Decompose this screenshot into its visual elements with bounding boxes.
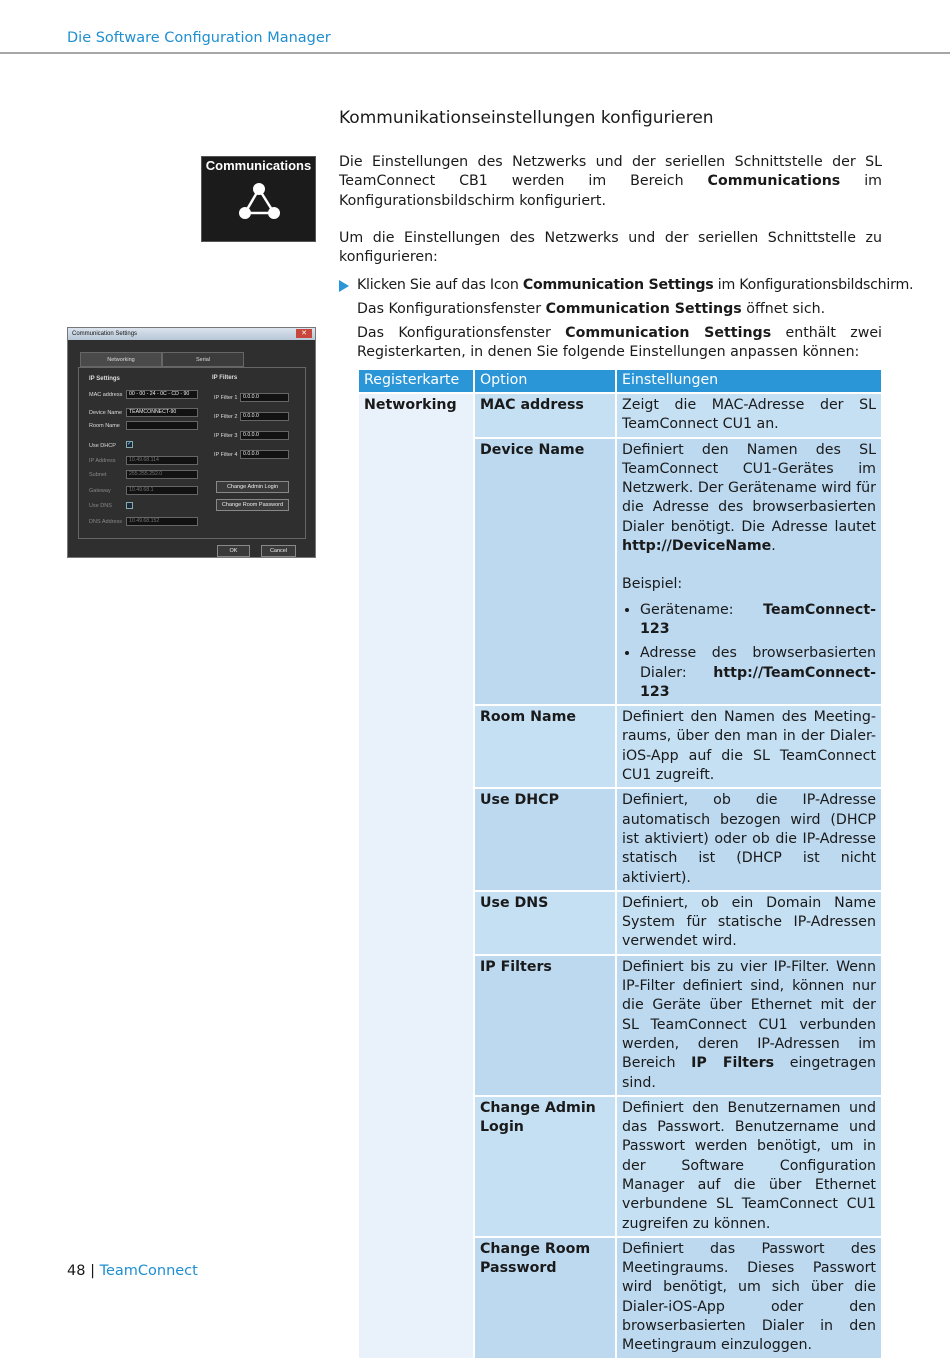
- register-name: Networking: [364, 397, 457, 413]
- example-list: [622, 601, 876, 702]
- intro-text: im Konfigurationsbildschirm konfiguriert.: [339, 173, 882, 209]
- gateway-label: Gateway: [89, 488, 111, 494]
- description-cell: Definiert, ob die IP-Adresse automatisch bezogen wird (DHCP ist aktiviert) oder ob die IP-Adresse statisch ist (DHCP ist nicht aktiviert).: [617, 789, 881, 889]
- ip-filter-label: IP Filter 4: [214, 452, 238, 458]
- intro-paragraph-1: [339, 153, 882, 211]
- running-header: Die Software Configuration Manager: [67, 30, 331, 46]
- dns-address-label: DNS Address: [89, 519, 123, 525]
- example-text: Gerätename:: [640, 601, 764, 618]
- description-emphasis: IP Filters: [691, 1055, 775, 1072]
- step-3: [357, 324, 882, 363]
- communications-icon-label: Communications: [205, 158, 312, 173]
- subnet-label: Subnet: [89, 472, 107, 478]
- use-dhcp-checkbox[interactable]: ✓: [127, 441, 133, 447]
- example-emphasis: TeamConnect-123: [640, 601, 876, 637]
- step-emphasis: Communication Settings: [545, 301, 742, 317]
- ip-filter-label: IP Filter 3: [214, 433, 238, 439]
- intro-emphasis: Communications: [707, 173, 841, 190]
- description-emphasis: http://DeviceName: [622, 538, 772, 555]
- example-label: Beispiel:: [622, 576, 683, 593]
- description-cell: Definiert das Passwort des Meetingraums. Dieses Passwort wird benötigt, um sich über die Dialer-iOS-App oder den browserbasierten Dialer in den Meetingraum einzuloggen.: [617, 1238, 881, 1358]
- use-dhcp-label: Use DHCP: [89, 443, 116, 449]
- option-name: Device Name: [480, 441, 585, 458]
- option-name: Use DNS: [480, 894, 549, 911]
- option-name: Change Admin Login: [480, 1099, 596, 1136]
- option-cell: [475, 956, 615, 1095]
- step-2: [357, 300, 882, 319]
- ip-filter-label: IP Filter 1: [214, 395, 238, 401]
- mac-field: 00 - 00 - 24 - 0C - CD - 90: [126, 390, 198, 399]
- ip-settings-heading: IP Settings: [89, 376, 120, 382]
- example-text: Adresse des browserbasierten Dialer:: [640, 645, 876, 681]
- communication-settings-dialog: [67, 327, 316, 558]
- cancel-button[interactable]: Cancel: [261, 545, 296, 557]
- ip-filter-field[interactable]: 0.0.0.0: [240, 450, 289, 459]
- option-cell: [475, 789, 615, 889]
- ok-button[interactable]: OK: [217, 545, 250, 557]
- change-admin-login-button[interactable]: Change Admin Login: [216, 481, 289, 493]
- description-cell: [617, 956, 881, 1095]
- option-name: IP Filters: [480, 958, 552, 975]
- header-rule: [0, 52, 950, 54]
- room-name-label: Room Name: [89, 423, 120, 429]
- close-icon[interactable]: ✕: [296, 329, 312, 338]
- description-cell: Definiert den Namen des Meetingraums, über den man in der Dialer-iOS-App auf die SL TeamConnect CU1 zugreift.: [617, 706, 881, 787]
- room-name-field[interactable]: [126, 421, 198, 430]
- subnet-field[interactable]: 255.255.252.0: [126, 470, 198, 479]
- option-cell: [475, 1097, 615, 1236]
- step-1: [357, 276, 914, 295]
- column-header: Option: [475, 370, 615, 392]
- dialog-title: Communication Settings: [68, 328, 315, 340]
- step-text: öffnet sich.: [741, 301, 826, 317]
- change-room-password-button[interactable]: Change Room Password: [216, 499, 289, 511]
- description-cell: [617, 439, 881, 705]
- description-text: eingetragen sind.: [622, 1055, 876, 1091]
- description-cell: Definiert den Benutzernamen und das Passwort. Benutzername und Passwort werden benötigt, um in der Software Configuration Manager auf die über Ethernet verbundene SL TeamConnect CU1 zugreifen zu können.: [617, 1097, 881, 1236]
- option-name: Change Room Password: [480, 1240, 591, 1277]
- register-cell: [359, 394, 473, 1358]
- device-name-label: Device Name: [89, 410, 123, 416]
- tab-networking[interactable]: Networking: [80, 352, 162, 367]
- device-name-field[interactable]: TEAMCONNECT-90: [126, 408, 198, 417]
- option-name: MAC address: [480, 397, 584, 413]
- ip-address-label: IP Address: [89, 458, 116, 464]
- ip-filter-field[interactable]: 0.0.0.0: [240, 393, 289, 402]
- option-cell: [475, 706, 615, 787]
- option-name: Room Name: [480, 709, 576, 726]
- section-title: Kommunikationseinstellungen konfigurieren: [339, 108, 714, 128]
- option-cell: [475, 394, 615, 437]
- step-emphasis: Communication Settings: [565, 325, 772, 341]
- option-name: Use DHCP: [480, 792, 559, 809]
- mac-label: MAC address: [89, 392, 123, 398]
- gateway-field[interactable]: 10.49.68.1: [126, 486, 198, 495]
- use-dns-label: Use DNS: [89, 503, 112, 509]
- settings-table: [357, 368, 883, 1360]
- dns-address-field[interactable]: 10.49.68.152: [126, 517, 198, 526]
- network-triangle-icon: [202, 157, 317, 243]
- communications-icon-image: [201, 156, 316, 242]
- bullet-arrow-icon: [339, 280, 349, 292]
- page-number: 48: [67, 1263, 86, 1279]
- step-emphasis: Communication Settings: [522, 277, 714, 293]
- description-text: Definiert den Namen des SL TeamConnect CU1-Gerätes im Netzwerk. Der Gerätename wird für die Adresse des browserbasierten Dialer benötigt. Die Adresse lautet: [622, 441, 876, 535]
- ip-filter-label: IP Filter 2: [214, 414, 238, 420]
- option-cell: [475, 1238, 615, 1358]
- list-item: [640, 601, 876, 640]
- list-item: [640, 644, 876, 702]
- intro-text: Die Einstellungen des Netzwerks und der seriellen Schnittstelle der SL TeamConnect CB1 werden im Bereich: [339, 154, 882, 190]
- use-dns-checkbox[interactable]: [126, 502, 133, 509]
- networking-panel: [78, 367, 306, 539]
- footer-brand: TeamConnect: [99, 1263, 198, 1279]
- step-text: Klicken Sie auf das Icon: [357, 277, 523, 293]
- tab-serial[interactable]: Serial: [162, 352, 244, 367]
- step-text: Das Konfigurationsfenster: [357, 325, 566, 341]
- example-emphasis: http://TeamConnect-123: [640, 664, 876, 700]
- description-cell: Zeigt die MAC-Adresse der SL TeamConnect CU1 an.: [617, 394, 881, 437]
- description-text: .: [771, 538, 776, 555]
- option-cell: [475, 439, 615, 705]
- ip-address-field[interactable]: 10.49.68.114: [126, 456, 198, 465]
- option-cell: [475, 892, 615, 954]
- table-header-row: [359, 370, 881, 392]
- footer-separator: |: [90, 1263, 95, 1279]
- step-text: im Konfigurationsbildschirm.: [713, 277, 914, 293]
- intro-paragraph-2: Um die Einstellungen des Netzwerks und der seriellen Schnittstelle zu konfigurieren:: [339, 230, 882, 266]
- column-header: Einstellungen: [617, 370, 881, 392]
- table-row: [359, 394, 881, 437]
- ip-filter-field[interactable]: 0.0.0.0: [240, 431, 289, 440]
- description-text: Definiert bis zu vier IP-Filter. Wenn IP-Filter definiert sind, können nur die Geräte über Ethernet mit der SL TeamConnect CU1 verbunden werden, deren IP-Adressen im Bereich: [622, 958, 876, 1072]
- column-header: Registerkarte: [359, 370, 473, 392]
- ip-filter-field[interactable]: 0.0.0.0: [240, 412, 289, 421]
- description-cell: Definiert, ob ein Domain Name System für statische IP-Adressen verwendet wird.: [617, 892, 881, 954]
- ip-filters-heading: IP Filters: [212, 375, 238, 381]
- step-text: enthält zwei Registerkarten, in denen Sie folgende Einstellungen anpassen können:: [357, 325, 882, 361]
- step-text: Das Konfigurationsfenster: [357, 301, 546, 317]
- page-footer: [67, 1263, 198, 1279]
